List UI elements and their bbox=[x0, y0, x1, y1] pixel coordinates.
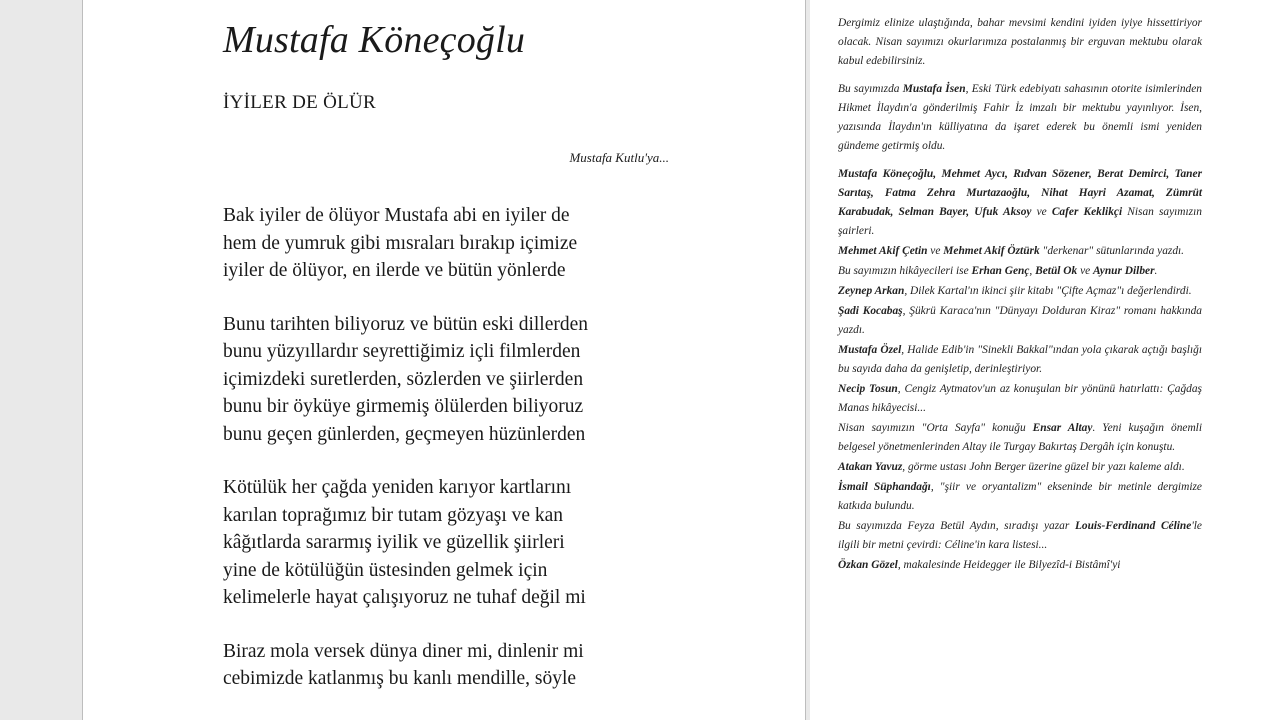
poem-line: bunu bir öyküye girmemiş ölülerden biliyoruz bbox=[223, 396, 584, 417]
stanza bbox=[223, 202, 683, 285]
note-orta-sayfa: Nisan sayımızın "Orta Sayfa" konuğu Ensar Altay. Yeni kuşağın önemli belgesel yönetmenlerinden Altay ile Turgay Bakırtaş Dergâh için konuştu. bbox=[838, 422, 1202, 453]
note-sadi-kocabas: Şadi Kocabaş, Şükrü Karaca'nın "Dünyayı Dolduran Kiraz" romanı hakkında yazdı. bbox=[838, 305, 1202, 336]
poem-line: Kötülük her çağda yeniden karıyor kartlarını bbox=[223, 477, 572, 498]
right-page bbox=[810, 0, 1280, 720]
dedication: Mustafa Kutlu'ya... bbox=[569, 150, 669, 165]
note-derkenar: Mehmet Akif Çetin ve Mehmet Akif Öztürk "derkenar" sütunlarında yazdı. bbox=[838, 245, 1185, 257]
poem-line: iyiler de ölüyor, en ilerde ve bütün yönlerde bbox=[223, 260, 566, 281]
poem-line: Biraz mola versek dünya diner mi, dinlenir mi bbox=[223, 640, 584, 662]
stanza bbox=[223, 474, 683, 612]
poem-title: İYİLER DE ÖLÜR bbox=[223, 92, 377, 113]
left-page bbox=[82, 0, 806, 720]
poem-line: Bak iyiler de ölüyor Mustafa abi en iyiler de bbox=[223, 205, 570, 226]
poem-line: bunu geçen günlerden, geçmeyen hüzünlerden bbox=[223, 423, 586, 445]
stanza bbox=[223, 311, 683, 449]
note-atakan-yavuz: Atakan Yavuz, görme ustası John Berger üzerine güzel bir yazı kaleme aldı. bbox=[838, 461, 1185, 473]
editorial-notes bbox=[838, 14, 1202, 576]
note-mustafa-ozel: Mustafa Özel, Halide Edib'in "Sinekli Bakkal"ından yola çıkarak açtığı başlığı bu sayıda daha da genişletip, derinleştiriyor. bbox=[838, 344, 1202, 375]
poem-line: karılan toprağımız bir tutam gözyaşı ve kan bbox=[223, 504, 564, 526]
poem-line: bunu yüzyıllardır seyrettiğimiz içli filmlerden bbox=[223, 341, 581, 362]
poem-line: Bunu tarihten biliyoruz ve bütün eski dillerden bbox=[223, 313, 589, 335]
poem-line: yine de kötülüğün üstesinden gelmek için bbox=[223, 559, 548, 581]
poem-line: kâğıtlarda sararmış iyilik ve güzellik şiirleri bbox=[223, 532, 565, 553]
note-mustafa-isen: Bu sayımızda Mustafa İsen, Eski Türk edebiyatı sahasının otorite isimlerinden Hikmet İlaydın'a gönderilmiş Fahir İz imzalı bir mektubu yayınlıyor. İsen, yazısında İlaydın'ın külliyatına da işaret ederek bu önemli ismi yeniden gündeme getirmiş oldu. bbox=[838, 83, 1202, 152]
note-poets: Mustafa Köneçoğlu, Mehmet Aycı, Rıdvan Sözener, Berat Demirci, Taner Sarıtaş, Fatma Zehra Murtazaoğlu, Nihat Hayri Azamat, Zümrüt Karabudak, Selman Bayer, Ufuk Aksoy ve Cafer Keklikçi Nisan sayımızın şairleri. bbox=[838, 168, 1202, 237]
note-necip-tosun: Necip Tosun, Cengiz Aytmatov'un az konuşulan bir yönünü hatırlattı: Çağdaş Manas hikâyecisi... bbox=[838, 383, 1202, 414]
poem-body bbox=[223, 202, 683, 719]
note-zeynep-arkan: Zeynep Arkan, Dilek Kartal'ın ikinci şiir kitabı "Çifte Açmaz"ı değerlendirdi. bbox=[838, 285, 1192, 297]
author-name: Mustafa Köneçoğlu bbox=[223, 19, 526, 61]
stanza bbox=[223, 638, 683, 693]
poem-line: hem de yumruk gibi mısraları bırakıp içimize bbox=[223, 232, 578, 254]
note-celine: Bu sayımızda Feyza Betül Aydın, sıradışı yazar Louis-Ferdinand Céline'le ilgili bir metni çevirdi: Céline'in kara listesi... bbox=[838, 520, 1202, 551]
note-ozkan-gozel: Özkan Gözel, makalesinde Heidegger ile Bilyezîd-i Bistâmî'yi bbox=[838, 559, 1121, 571]
poem-line: kelimelerle hayat çalışıyoruz ne tuhaf değil mi bbox=[223, 587, 586, 608]
note-intro: Dergimiz elinize ulaştığında, bahar mevsimi kendini iyiden iyiye hissettiriyor olacak. Nisan sayımızı okurlarımıza postalanmış bir erguvan mektubu olarak kabul edebilirsiniz. bbox=[838, 17, 1202, 67]
poem-line: içimizdeki suretlerden, sözlerden ve şiirlerden bbox=[223, 368, 584, 390]
note-ismail-suphandagi: İsmail Süphandağı, "şiir ve oryantalizm" ekseninde bir metinle dergimize katkıda bulundu. bbox=[838, 481, 1202, 512]
poem-line: cebimizde katlanmış bu kanlı mendille, söyle bbox=[223, 668, 577, 689]
note-story-writers: Bu sayımızın hikâyecileri ise Erhan Genç, Betül Ok ve Aynur Dilber. bbox=[838, 265, 1158, 277]
